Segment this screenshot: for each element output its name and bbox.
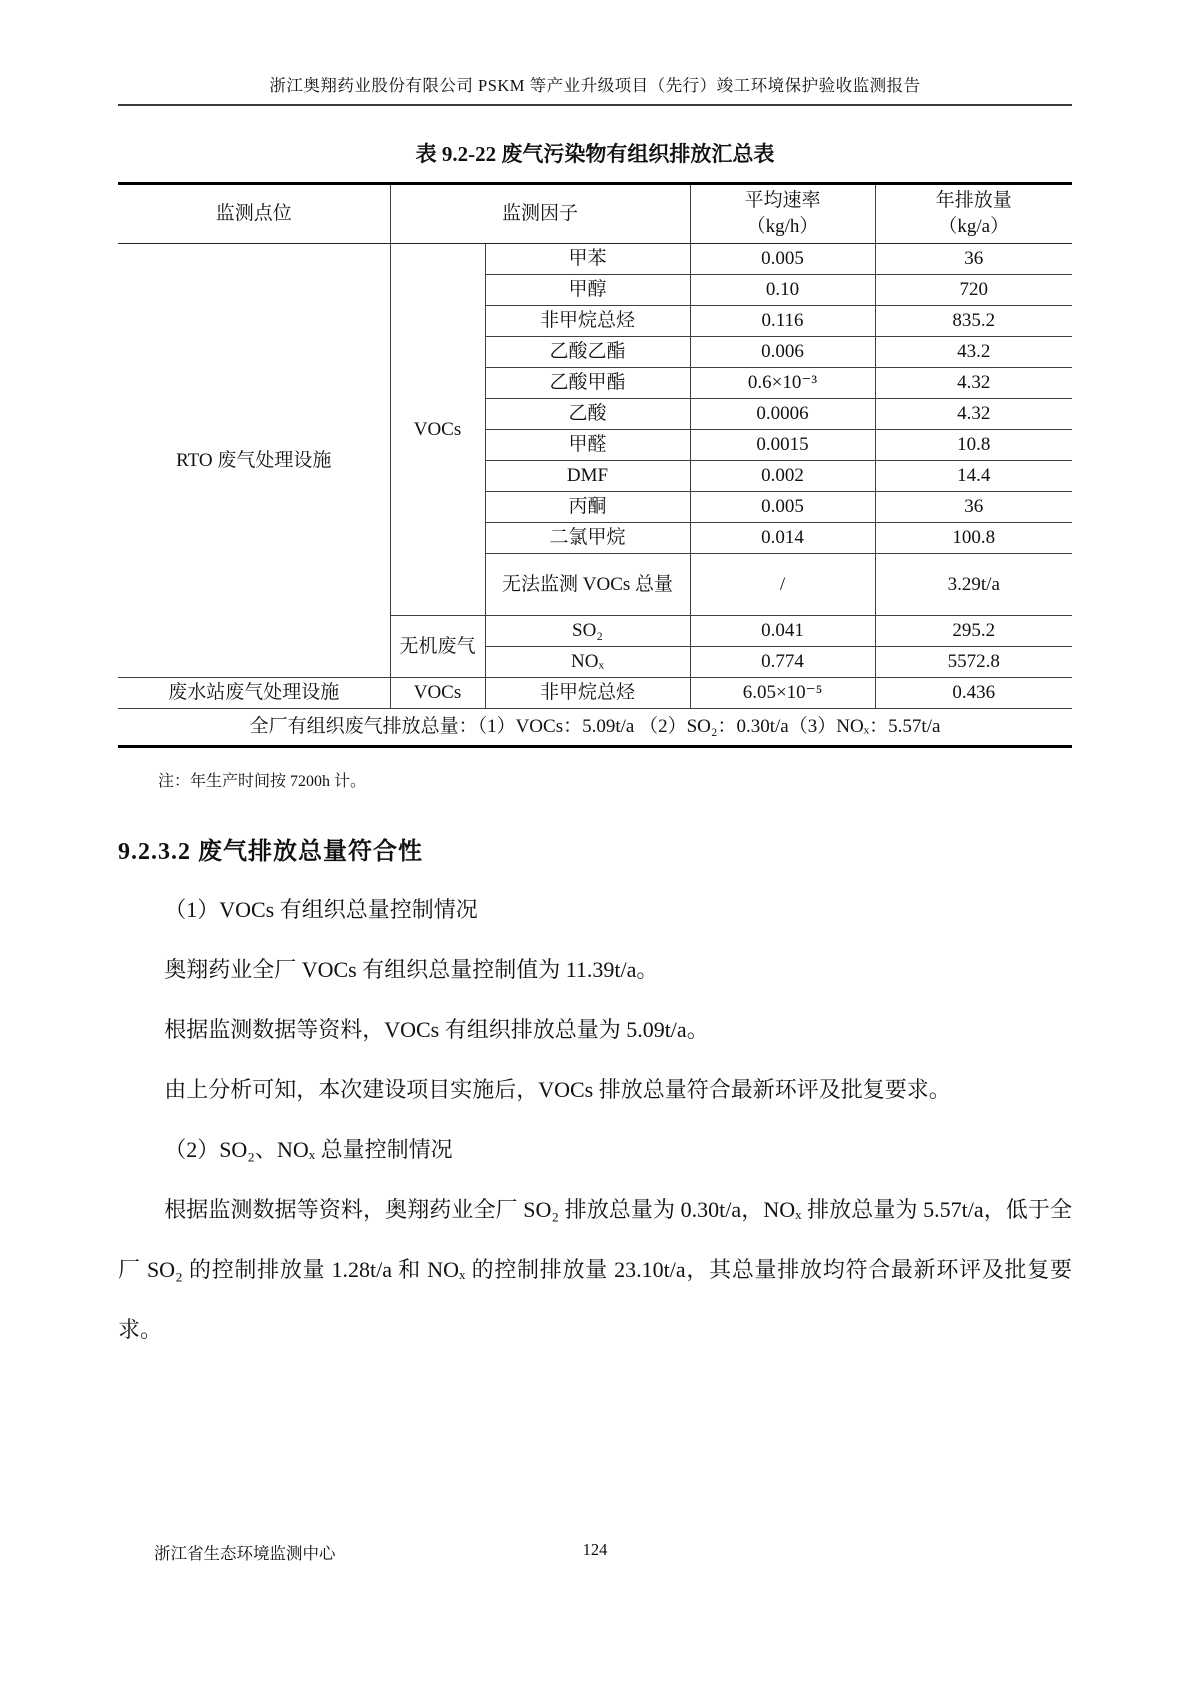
factor-cell: DMF xyxy=(485,461,690,492)
annual-cell: 5572.8 xyxy=(875,647,1072,678)
table-footnote: 注：年生产时间按 7200h 计。 xyxy=(158,773,367,790)
col-header-average-rate-line1: 平均速率 xyxy=(744,190,821,211)
rate-cell: 0.014 xyxy=(690,523,875,554)
annual-cell: 14.4 xyxy=(875,461,1072,492)
factor-cell: 丙酮 xyxy=(485,492,690,523)
category-cell-vocs: VOCs xyxy=(390,244,485,616)
paragraph-vocs-control-value: 奥翔药业全厂 VOCs 有组织总量控制值为 11.39t/a。 xyxy=(164,957,659,982)
annual-cell: 3.29t/a xyxy=(875,554,1072,616)
running-header-title: 浙江奥翔药业股份有限公司 PSKM 等产业升级项目（先行）竣工环境保护验收监测报告 xyxy=(269,76,921,95)
rate-cell: 0.0006 xyxy=(690,399,875,430)
site-cell-rto: RTO 废气处理设施 xyxy=(118,244,390,678)
annual-cell: 43.2 xyxy=(875,337,1072,368)
paragraph-vocs-subtitle: （1）VOCs 有组织总量控制情况 xyxy=(164,897,478,922)
rate-cell: 0.6×10⁻³ xyxy=(690,368,875,399)
factor-cell: 非甲烷总烃 xyxy=(485,306,690,337)
annual-cell: 835.2 xyxy=(875,306,1072,337)
factor-cell: 甲苯 xyxy=(485,244,690,275)
category-cell-vocs: VOCs xyxy=(390,678,485,709)
factor-cell: NOₓ xyxy=(485,647,690,678)
table-header-row xyxy=(118,184,1072,244)
paragraph-vocs-actual-total: 根据监测数据等资料，VOCs 有组织排放总量为 5.09t/a。 xyxy=(164,1017,709,1042)
col-header-monitoring-factor: 监测因子 xyxy=(390,184,690,244)
header-divider xyxy=(118,104,1072,106)
rate-cell: 0.005 xyxy=(690,244,875,275)
organized-emissions-table xyxy=(118,182,1072,748)
rate-cell: 0.774 xyxy=(690,647,875,678)
factor-cell: 乙酸 xyxy=(485,399,690,430)
annual-cell: 36 xyxy=(875,244,1072,275)
rate-cell: 0.041 xyxy=(690,616,875,647)
paragraph-so2-nox-subtitle: （2）SO₂、NOₓ 总量控制情况 xyxy=(164,1137,453,1162)
page-number: 124 xyxy=(582,1540,608,1559)
col-header-average-rate-line2: （kg/h） xyxy=(746,216,819,237)
factor-cell: 甲醛 xyxy=(485,430,690,461)
total-emissions-summary: 全厂有组织废气排放总量：（1）VOCs：5.09t/a （2）SO₂：0.30t/a（3）NOₓ：5.57t/a xyxy=(118,709,1072,747)
factor-cell: 乙酸甲酯 xyxy=(485,368,690,399)
rate-cell: 0.116 xyxy=(690,306,875,337)
annual-cell: 10.8 xyxy=(875,430,1072,461)
col-header-annual-emission xyxy=(875,184,1072,244)
section-body xyxy=(118,880,1072,1360)
footer-organization: 浙江省生态环境监测中心 xyxy=(154,1544,336,1563)
annual-cell: 100.8 xyxy=(875,523,1072,554)
annual-cell: 295.2 xyxy=(875,616,1072,647)
annual-cell: 0.436 xyxy=(875,678,1072,709)
table-row xyxy=(118,678,1072,709)
annual-cell: 36 xyxy=(875,492,1072,523)
rate-cell: / xyxy=(690,554,875,616)
annual-cell: 4.32 xyxy=(875,399,1072,430)
annual-cell: 720 xyxy=(875,275,1072,306)
rate-cell: 0.002 xyxy=(690,461,875,492)
table-row xyxy=(118,244,1072,275)
col-header-average-rate xyxy=(690,184,875,244)
factor-cell: 乙酸乙酯 xyxy=(485,337,690,368)
paragraph-so2-nox-conclusion: 根据监测数据等资料，奥翔药业全厂 SO₂ 排放总量为 0.30t/a，NOₓ 排放总量为 5.57t/a，低于全厂 SO₂ 的控制排放量 1.28t/a 和 NOₓ 的控制排放量 23.10t/a，其总量排放均符合最新环评及批复要求。 xyxy=(118,1197,1072,1342)
annual-cell: 4.32 xyxy=(875,368,1072,399)
page-footer xyxy=(118,1540,1072,1563)
col-header-annual-emission-line1: 年排放量 xyxy=(935,190,1012,211)
factor-cell: 无法监测 VOCs 总量 xyxy=(485,554,690,616)
section-heading: 9.2.3.2 废气排放总量符合性 xyxy=(118,839,423,865)
paragraph-vocs-conclusion: 由上分析可知，本次建设项目实施后，VOCs 排放总量符合最新环评及批复要求。 xyxy=(164,1077,951,1102)
factor-cell: 非甲烷总烃 xyxy=(485,678,690,709)
factor-cell: SO₂ xyxy=(485,616,690,647)
rate-cell: 0.006 xyxy=(690,337,875,368)
category-cell-inorganic: 无机废气 xyxy=(390,616,485,678)
table-caption: 表 9.2-22 废气污染物有组织排放汇总表 xyxy=(415,142,775,166)
rate-cell: 0.0015 xyxy=(690,430,875,461)
rate-cell: 0.005 xyxy=(690,492,875,523)
col-header-monitoring-point: 监测点位 xyxy=(118,184,390,244)
rate-cell: 0.10 xyxy=(690,275,875,306)
table-summary-row xyxy=(118,709,1072,747)
rate-cell: 6.05×10⁻⁵ xyxy=(690,678,875,709)
col-header-annual-emission-line2: （kg/a） xyxy=(938,216,1010,237)
factor-cell: 甲醇 xyxy=(485,275,690,306)
factor-cell: 二氯甲烷 xyxy=(485,523,690,554)
site-cell-wastewater: 废水站废气处理设施 xyxy=(118,678,390,709)
